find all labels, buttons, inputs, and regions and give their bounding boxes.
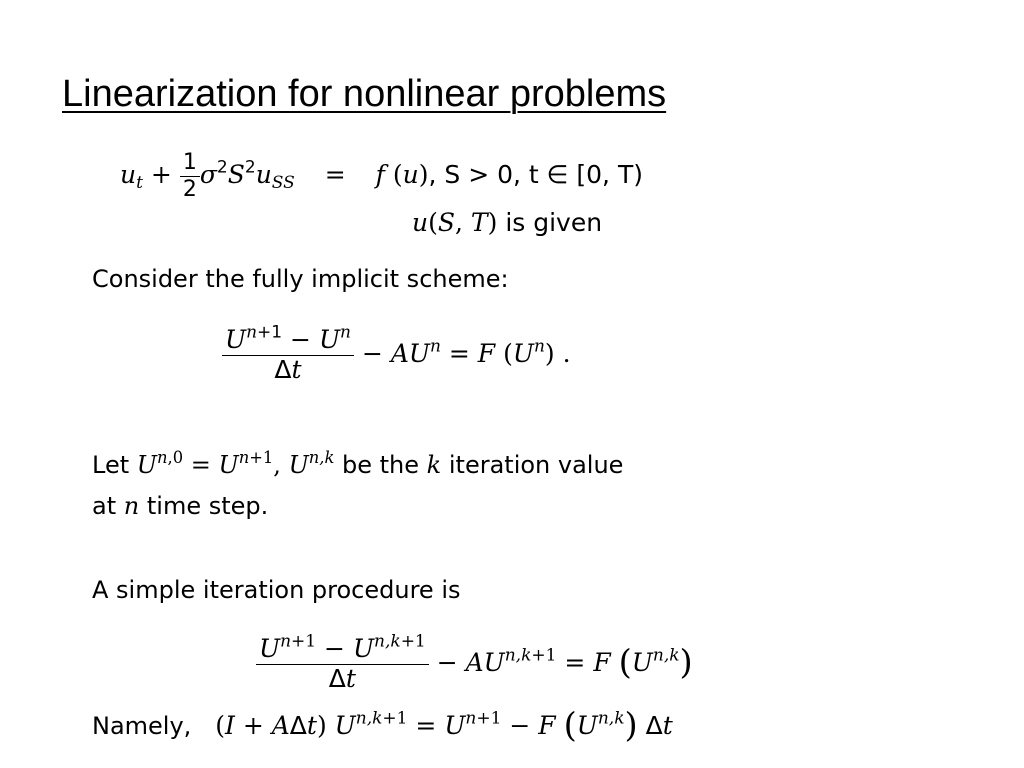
let-line2-prefix: at [92, 492, 117, 520]
implicit-scheme-equation: $\frac{U^{n+1} - U^n}{\Delta t}$ − $AU^n = F$ $(U^n)$ . [222, 318, 571, 390]
slide-title: Linearization for nonlinear problems [62, 73, 667, 115]
scheme-intro: Consider the fully implicit scheme: [92, 265, 509, 293]
let-statement-line2: at n time step. [92, 492, 269, 520]
namely-label: Namely, [92, 712, 192, 740]
namely-equation: Namely, (I + AΔt) $U^{n,k+1} = U^{n+1} - F$ $(U^{n,k})$ Δt [92, 705, 673, 745]
terminal-condition-text: is given [505, 208, 603, 237]
iteration-equation: $\frac{U^{n+1} - U^{n,k+1}}{\Delta t}$ − $AU^{n,k+1} = F$ $(U^{n,k})$ [256, 626, 693, 700]
procedure-intro: A simple iteration procedure is [92, 576, 461, 604]
pde-condition: , S > 0, t ∈ [0, T) [428, 160, 643, 189]
terminal-condition: u(S, T) is given [412, 208, 603, 237]
pde-equation: $u_t$ + $\frac{1}{2}$ $\sigma^2S^2u_{SS} = f$ (u), S > 0, t ∈ [0, T) [120, 150, 643, 202]
let-prefix: Let [92, 451, 130, 479]
let-middle: be the [342, 451, 420, 479]
let-statement-line1: Let $U^{n,0} = U^{n+1}$, U$^{n,k}$ be the k iteration value [92, 447, 624, 479]
let-suffix: iteration value [448, 451, 624, 479]
let-line2-suffix: time step. [146, 492, 269, 520]
